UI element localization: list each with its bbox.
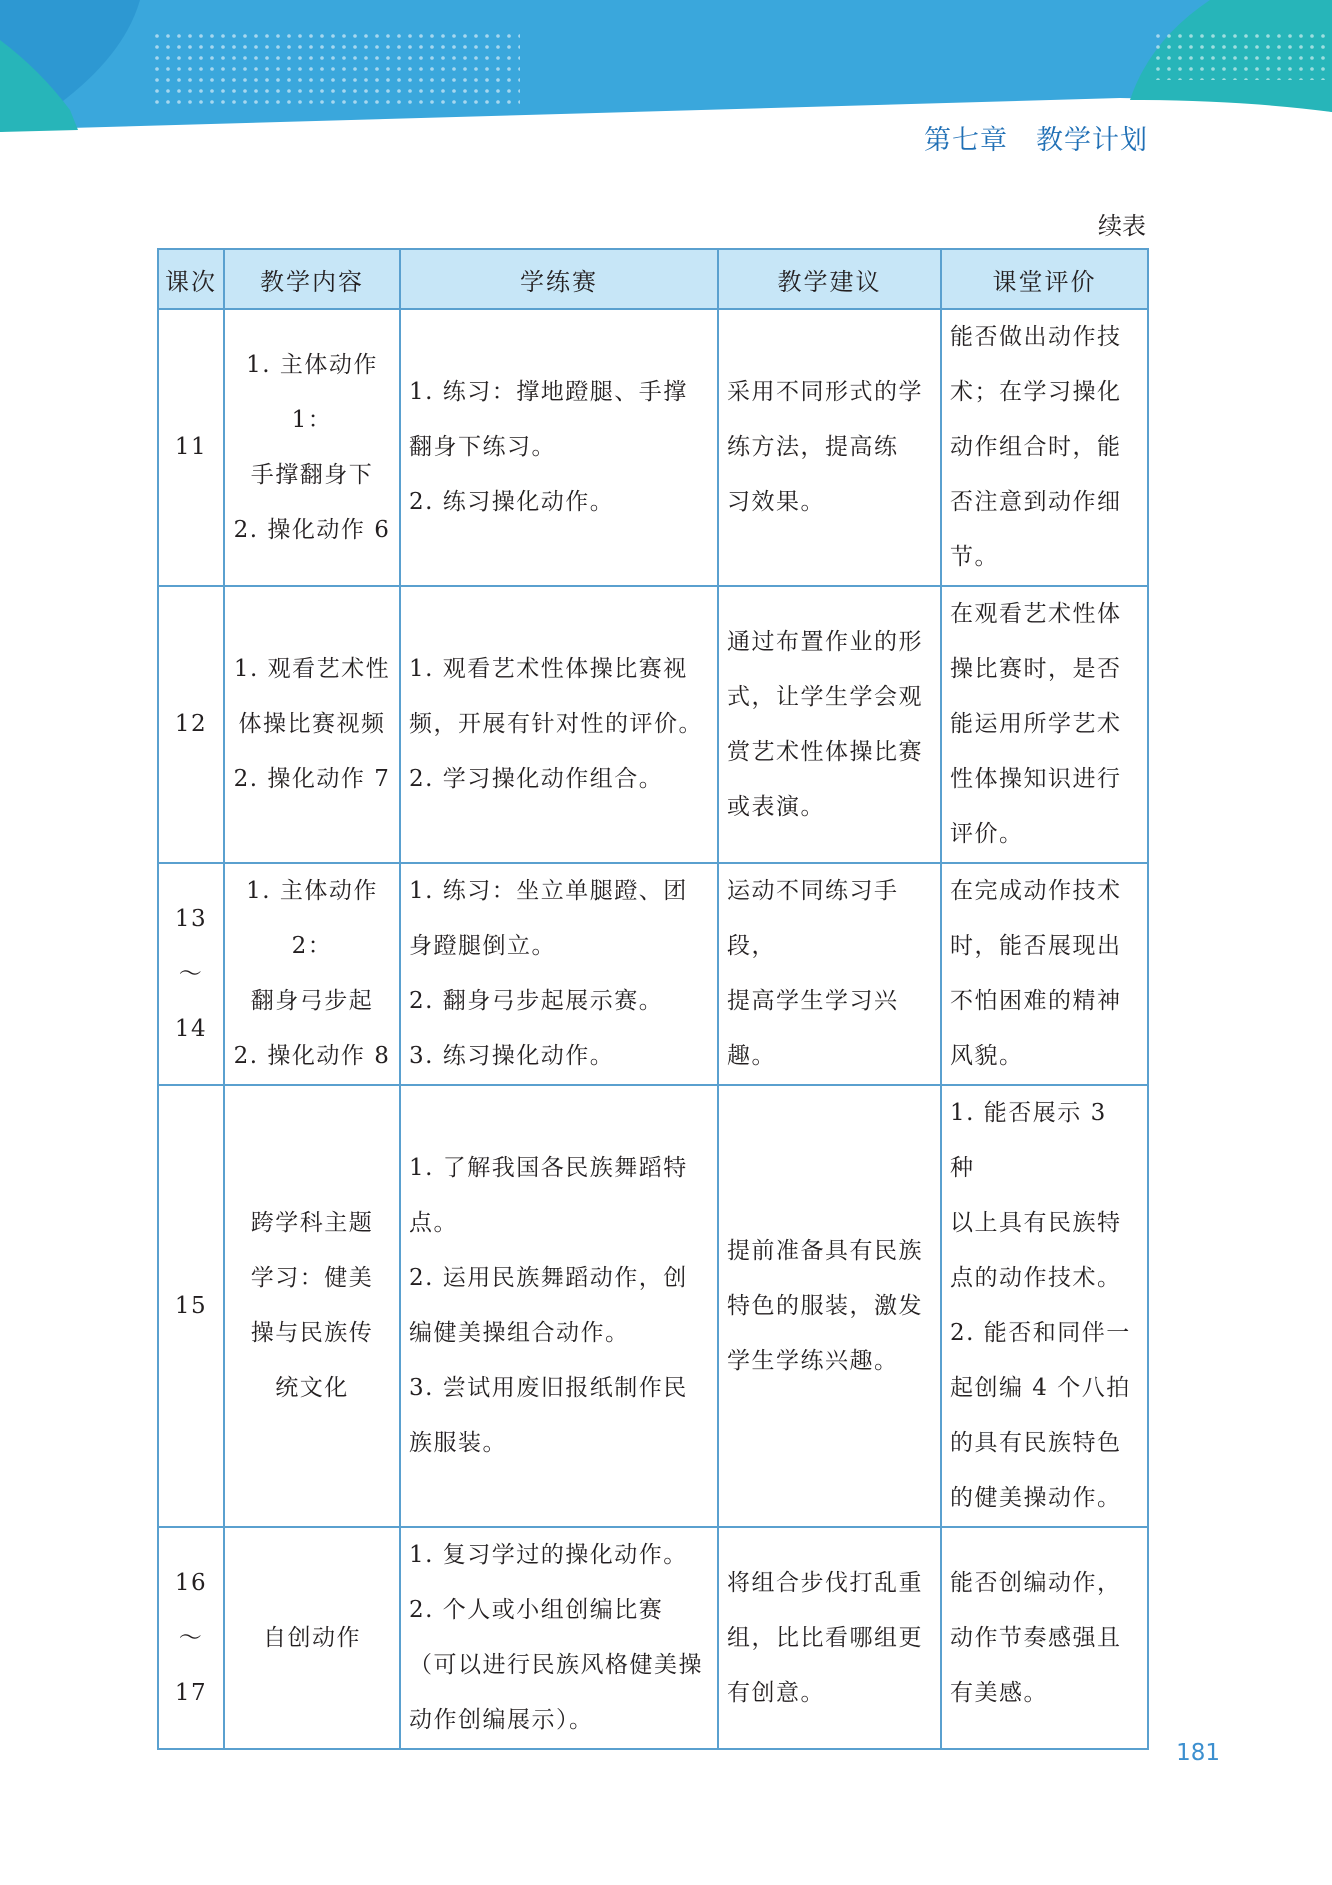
suggestion-cell: 通过布置作业的形 式，让学生学会观 赏艺术性体操比赛 或表演。 (718, 586, 941, 863)
content-cell: 1. 主体动作 2： 翻身弓步起 2. 操化动作 8 (224, 863, 400, 1085)
table-row (158, 863, 1148, 1085)
lesson-cell: 16 ～ 17 (158, 1527, 224, 1749)
suggestion-cell: 采用不同形式的学 练方法，提高练 习效果。 (718, 309, 941, 586)
teaching-plan-table (157, 248, 1149, 1750)
practice-cell: 1. 复习学过的操化动作。 2. 个人或小组创编比赛 （可以进行民族风格健美操 动作创编展示）。 (400, 1527, 718, 1749)
practice-cell: 1. 了解我国各民族舞蹈特 点。 2. 运用民族舞蹈动作，创 编健美操组合动作。 3. 尝试用废旧报纸制作民 族服装。 (400, 1085, 718, 1527)
content-cell: 跨学科主题 学习：健美 操与民族传 统文化 (224, 1085, 400, 1527)
lesson-cell: 15 (158, 1085, 224, 1527)
suggestion-cell: 将组合步伐打乱重 组，比比看哪组更 有创意。 (718, 1527, 941, 1749)
page-number: 181 (1176, 1740, 1220, 1766)
header-suggestion: 教学建议 (718, 249, 941, 309)
header-practice: 学练赛 (400, 249, 718, 309)
content-cell: 1. 主体动作 1： 手撑翻身下 2. 操化动作 6 (224, 309, 400, 586)
header-content: 教学内容 (224, 249, 400, 309)
table-row (158, 309, 1148, 586)
evaluation-cell: 能否做出动作技 术；在学习操化 动作组合时，能 否注意到动作细 节。 (941, 309, 1148, 586)
lesson-cell: 13 ～ 14 (158, 863, 224, 1085)
table-row (158, 1085, 1148, 1527)
lesson-cell: 11 (158, 309, 224, 586)
evaluation-cell: 在观看艺术性体 操比赛时，是否 能运用所学艺术 性体操知识进行 评价。 (941, 586, 1148, 863)
content-cell: 1. 观看艺术性 体操比赛视频 2. 操化动作 7 (224, 586, 400, 863)
chapter-number: 第七章 (924, 125, 1008, 156)
content-cell: 自创动作 (224, 1527, 400, 1749)
table-header-row (158, 249, 1148, 309)
chapter-section: 教学计划 (1036, 125, 1148, 156)
practice-cell: 1. 练习：坐立单腿蹬、团 身蹬腿倒立。 2. 翻身弓步起展示赛。 3. 练习操化动作。 (400, 863, 718, 1085)
chapter-heading (924, 118, 1148, 157)
continued-label: 续表 (1098, 212, 1146, 240)
table-row (158, 1527, 1148, 1749)
evaluation-cell: 在完成动作技术 时，能否展现出 不怕困难的精神 风貌。 (941, 863, 1148, 1085)
header-lesson: 课次 (158, 249, 224, 309)
lesson-cell: 12 (158, 586, 224, 863)
evaluation-cell: 1. 能否展示 3 种 以上具有民族特 点的动作技术。 2. 能否和同伴一 起创编 4 个八拍 的具有民族特色 的健美操动作。 (941, 1085, 1148, 1527)
header-evaluation: 课堂评价 (941, 249, 1148, 309)
practice-cell: 1. 观看艺术性体操比赛视 频，开展有针对性的评价。 2. 学习操化动作组合。 (400, 586, 718, 863)
suggestion-cell: 提前准备具有民族 特色的服装，激发 学生学练兴趣。 (718, 1085, 941, 1527)
suggestion-cell: 运动不同练习手段， 提高学生学习兴趣。 (718, 863, 941, 1085)
practice-cell: 1. 练习：撑地蹬腿、手撑 翻身下练习。 2. 练习操化动作。 (400, 309, 718, 586)
evaluation-cell: 能否创编动作， 动作节奏感强且 有美感。 (941, 1527, 1148, 1749)
table-row (158, 586, 1148, 863)
